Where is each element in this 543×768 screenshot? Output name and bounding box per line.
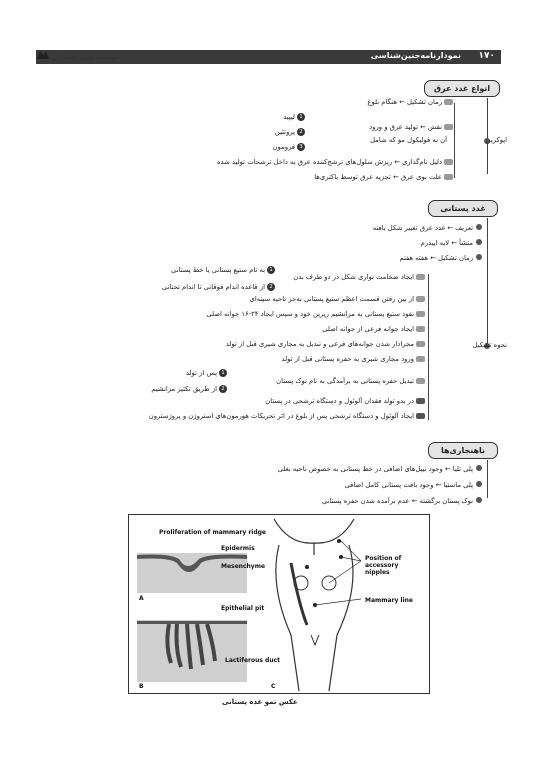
- apocrine-role-cont: آن به فولیکول مو که شامل: [370, 136, 447, 144]
- node-apocrine: اپوکرین: [485, 136, 507, 144]
- step-5: مجرادار شدن جوانه‌های فرعی و تبدیل به مجاری شیری قبل از تولد: [226, 341, 425, 348]
- tree-line: [487, 460, 488, 498]
- label-panel-b: B: [139, 683, 144, 690]
- label-proliferation: Proliferation of mammary ridge: [159, 529, 266, 536]
- section-title-sweat-glands: انواع غدد عرق: [424, 80, 500, 97]
- step-2: از بین رفتن قسمت اعظم ستیغ پستانی به‌جز ناحیه سینه‌ای: [250, 296, 426, 303]
- figure-caption: عکس نمو غده پستانی: [222, 698, 298, 706]
- label-epithelial-pit: Epithelial pit: [221, 605, 265, 612]
- label-mesenchyme: Mesenchyme: [221, 563, 266, 570]
- label-mammary-line: Mammary line: [365, 597, 413, 604]
- ridge-name: 1به نام ستیغ پستانی یا خط پستانی: [171, 266, 275, 274]
- secretion-lipid: 1لیپید: [283, 113, 305, 121]
- figure-drawing: [129, 515, 429, 693]
- step-7: تبدیل حفره پستانی به برآمدگی به نام نوک پستان: [276, 378, 425, 385]
- tree-line: [487, 218, 488, 346]
- figure-mammary-development: [128, 514, 430, 694]
- label-panel-a: A: [139, 595, 144, 602]
- page-number: ۱۷۰: [478, 51, 495, 61]
- nipple-after-birth: 1پس از تولد: [186, 369, 227, 377]
- step-1: ایجاد ضخامت نواری شکل در دو طرف بدن: [293, 274, 425, 281]
- mammary-origin: منشأ ← لایه اپیدرم: [421, 239, 482, 247]
- tree-line: [428, 274, 429, 420]
- section-title-anomalies: ناهنجاری‌ها: [428, 442, 498, 459]
- tree-line: [454, 103, 455, 178]
- anomaly-polythelia: پلی تلیا ← وجود نیپل‌های اضافی در خط پستانی به خصوص ناحیه بغلی: [278, 465, 482, 473]
- apocrine-naming: دلیل نام‌گذاری ← ریزش سلول‌های ترشح‌کننده عرق به داخل ترشحات تولید شده: [217, 159, 453, 166]
- step-9: ایجاد آلوئول و دستگاه ترشحی پس از بلوغ در اثر تحریکات هورمون‌های استروژن و پروژسترون: [149, 413, 425, 420]
- page-title: نمودارنامه‌جنین‌شناسی: [370, 51, 461, 60]
- apocrine-role: نقش ← تولید عرق و ورود: [369, 124, 453, 131]
- step-6: ورود مجاری شیری به حفره پستانی قبل از تولد: [282, 356, 425, 363]
- mammary-definition: تعریف ← غدد عرق تغییر شکل یافته: [373, 224, 482, 232]
- label-accessory-nipples: Position of accessory nipples: [365, 555, 402, 576]
- step-4: ایجاد جوانه فرعی از جوانه اصلی: [322, 326, 425, 333]
- publisher-name: موسسه علمی انتشاراتی: [52, 53, 119, 61]
- apocrine-odor: علت بوی عرق ← تجزیه عرق توسط باکتری‌ها: [314, 174, 453, 181]
- node-formation: نحوه تشکیل: [472, 341, 507, 349]
- apocrine-time: زمان تشکیل ← هنگام بلوغ: [367, 99, 453, 106]
- section-title-mammary-glands: غدد پستانی: [428, 200, 498, 217]
- step-3: نفوذ ستیغ پستانی به مزانشیم زیرین خود و سپس ایجاد ۲۴-۱۶ جوانه اصلی: [206, 311, 425, 318]
- step-8: در بدو تولد فقدان آلوئول و دستگاه ترشحی در پستان: [265, 398, 425, 405]
- ridge-extent: 2از قاعده اندام فوقانی تا اندام تحتانی: [162, 283, 275, 291]
- anomaly-polymastia: پلی ماستیا ← وجود بافت پستانی کامل اضافی: [345, 481, 483, 489]
- label-epidermis: Epidermis: [221, 545, 255, 552]
- label-lactiferous-duct: Lactiferous duct: [225, 657, 281, 664]
- anomaly-inverted-nipple: نوک پستان برگشته ← عدم برآمده شدن حفره پستانی: [322, 497, 482, 505]
- publisher-logo-icon: [36, 49, 50, 61]
- label-panel-c: C: [271, 683, 276, 690]
- mammary-time: زمان تشکیل ← هفته هفتم: [399, 254, 482, 262]
- secretion-protein: 2پروتئین: [275, 128, 305, 136]
- secretion-pheromone: 3فرومون: [273, 143, 305, 151]
- nipple-mesenchyme: 2از طریق تکثیر مزانشیم: [151, 385, 227, 393]
